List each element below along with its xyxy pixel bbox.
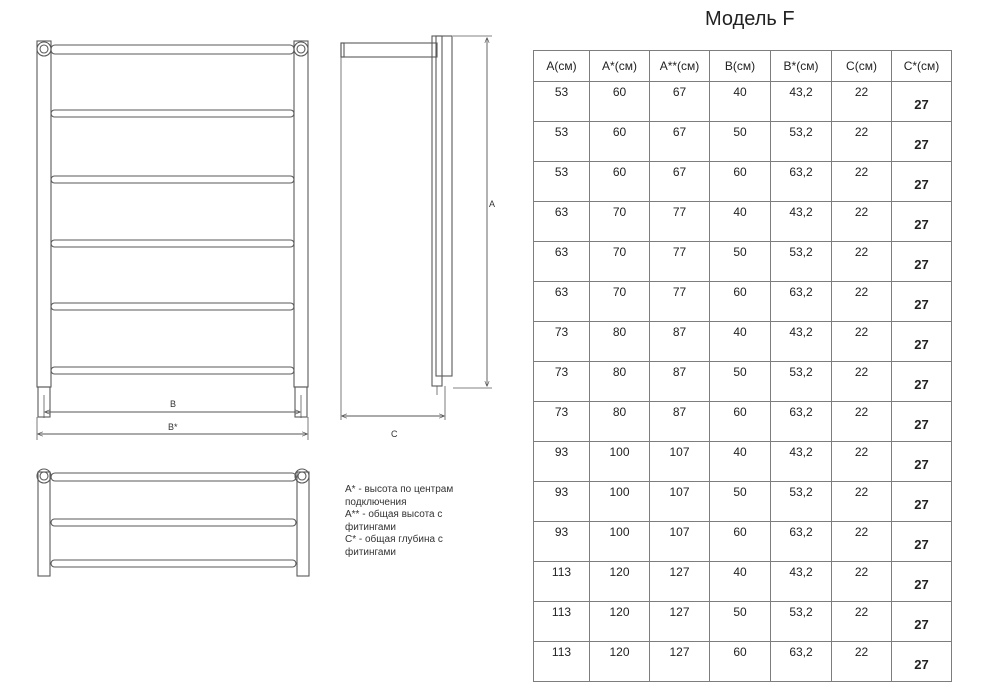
table-cell: 70 xyxy=(590,202,650,242)
side-post xyxy=(432,36,442,386)
table-cell: 120 xyxy=(590,642,650,682)
table-cell: 27 xyxy=(892,322,952,362)
table-cell: 50 xyxy=(710,482,771,522)
table-cell: 77 xyxy=(650,282,710,322)
front-rung xyxy=(51,303,294,310)
top-rung xyxy=(51,519,296,526)
table-cell: 70 xyxy=(590,242,650,282)
dimension-a-label: A xyxy=(489,199,496,209)
column-header: A**(см) xyxy=(650,51,710,82)
table-cell: 73 xyxy=(534,402,590,442)
table-cell: 67 xyxy=(650,122,710,162)
front-right-post xyxy=(294,41,308,387)
table-cell: 53,2 xyxy=(771,362,832,402)
table-cell: 27 xyxy=(892,522,952,562)
note-line: подключения xyxy=(345,496,407,508)
table-cell: 27 xyxy=(892,242,952,282)
table-cell: 43,2 xyxy=(771,82,832,122)
table-cell: 107 xyxy=(650,442,710,482)
front-right-fitting xyxy=(294,42,308,56)
table-cell: 63 xyxy=(534,242,590,282)
table-cell: 53 xyxy=(534,122,590,162)
table-cell: 27 xyxy=(892,402,952,442)
table-cell: 60 xyxy=(590,122,650,162)
table-cell: 113 xyxy=(534,602,590,642)
table-row xyxy=(534,122,952,162)
side-wall-plate xyxy=(436,36,452,376)
table-cell: 100 xyxy=(590,442,650,482)
table-cell: 43,2 xyxy=(771,202,832,242)
table-cell: 27 xyxy=(892,202,952,242)
table-cell: 22 xyxy=(832,202,892,242)
note-line: фитингами xyxy=(345,521,396,533)
table-cell: 27 xyxy=(892,362,952,402)
table-cell: 60 xyxy=(590,82,650,122)
table-cell: 113 xyxy=(534,562,590,602)
dimension-b-star-label: B* xyxy=(168,422,178,432)
table-cell: 127 xyxy=(650,562,710,602)
table-cell: 27 xyxy=(892,442,952,482)
table-cell: 63,2 xyxy=(771,282,832,322)
front-view xyxy=(37,41,308,440)
table-cell: 73 xyxy=(534,362,590,402)
table-cell: 107 xyxy=(650,482,710,522)
table-cell: 77 xyxy=(650,202,710,242)
top-left-post xyxy=(38,472,50,576)
table-cell: 22 xyxy=(832,362,892,402)
table-cell: 27 xyxy=(892,482,952,522)
page-title: Модель F xyxy=(705,8,795,30)
table-cell: 50 xyxy=(710,362,771,402)
table-cell: 60 xyxy=(590,162,650,202)
top-rung xyxy=(51,560,296,567)
table-cell: 40 xyxy=(710,82,771,122)
top-left-fitting xyxy=(37,469,51,483)
table-cell: 107 xyxy=(650,522,710,562)
table-cell: 80 xyxy=(590,362,650,402)
table-row xyxy=(534,482,952,522)
table-cell: 22 xyxy=(832,562,892,602)
table-cell: 43,2 xyxy=(771,562,832,602)
top-right-post xyxy=(297,472,309,576)
table-cell: 60 xyxy=(710,282,771,322)
table-cell: 27 xyxy=(892,642,952,682)
table-cell: 22 xyxy=(832,482,892,522)
table-cell: 87 xyxy=(650,402,710,442)
table-row xyxy=(534,522,952,562)
table-cell: 100 xyxy=(590,482,650,522)
table-cell: 22 xyxy=(832,162,892,202)
column-header: C(см) xyxy=(832,51,892,82)
note-line: A** - общая высота с xyxy=(345,509,443,520)
table-cell: 77 xyxy=(650,242,710,282)
table-row xyxy=(534,162,952,202)
table-cell: 63 xyxy=(534,282,590,322)
table-row xyxy=(534,602,952,642)
front-top-bar xyxy=(51,45,294,54)
table-cell: 22 xyxy=(832,322,892,362)
front-left-post xyxy=(37,41,51,387)
table-cell: 27 xyxy=(892,122,952,162)
table-cell: 53,2 xyxy=(771,122,832,162)
table-cell: 120 xyxy=(590,562,650,602)
table-cell: 60 xyxy=(710,522,771,562)
table-row xyxy=(534,362,952,402)
column-header: B(см) xyxy=(710,51,771,82)
table-header-row xyxy=(534,51,952,82)
table-cell: 27 xyxy=(892,602,952,642)
column-header: B*(см) xyxy=(771,51,832,82)
note-line: A* - высота по центрам xyxy=(345,484,454,495)
front-rung xyxy=(51,240,294,247)
table-cell: 127 xyxy=(650,602,710,642)
front-rung xyxy=(51,110,294,117)
table-cell: 43,2 xyxy=(771,442,832,482)
table-row xyxy=(534,642,952,682)
note-line: фитингами xyxy=(345,546,396,558)
table-row xyxy=(534,402,952,442)
table-cell: 80 xyxy=(590,402,650,442)
table-cell: 27 xyxy=(892,162,952,202)
front-left-fitting xyxy=(37,42,51,56)
table-cell: 53 xyxy=(534,162,590,202)
table-cell: 50 xyxy=(710,602,771,642)
table-cell: 22 xyxy=(832,522,892,562)
front-rung xyxy=(51,367,294,374)
table-cell: 40 xyxy=(710,322,771,362)
table-cell: 63,2 xyxy=(771,162,832,202)
side-view xyxy=(341,36,492,420)
table-cell: 120 xyxy=(590,602,650,642)
table-cell: 60 xyxy=(710,642,771,682)
table-row xyxy=(534,242,952,282)
table-cell: 22 xyxy=(832,82,892,122)
table-cell: 60 xyxy=(710,162,771,202)
table-cell: 70 xyxy=(590,282,650,322)
table-cell: 127 xyxy=(650,642,710,682)
table-cell: 22 xyxy=(832,642,892,682)
table-cell: 93 xyxy=(534,522,590,562)
table-cell: 40 xyxy=(710,562,771,602)
note-line: C* - общая глубина с xyxy=(345,534,443,545)
table-row xyxy=(534,562,952,602)
dimension-c-label: C xyxy=(391,429,398,439)
table-row xyxy=(534,322,952,362)
table-cell: 27 xyxy=(892,562,952,602)
table-cell: 22 xyxy=(832,242,892,282)
table-cell: 113 xyxy=(534,642,590,682)
dimension-b-label: B xyxy=(170,399,177,409)
table-cell: 53,2 xyxy=(771,602,832,642)
table-row xyxy=(534,202,952,242)
table-cell: 87 xyxy=(650,322,710,362)
table-cell: 93 xyxy=(534,482,590,522)
table-cell: 22 xyxy=(832,402,892,442)
table-cell: 27 xyxy=(892,282,952,322)
table-cell: 22 xyxy=(832,442,892,482)
side-top-bar xyxy=(341,43,437,57)
table-cell: 63,2 xyxy=(771,522,832,562)
table-cell: 50 xyxy=(710,122,771,162)
table-cell: 80 xyxy=(590,322,650,362)
table-cell: 40 xyxy=(710,442,771,482)
table-row xyxy=(534,82,952,122)
front-rung xyxy=(51,176,294,183)
table-cell: 63,2 xyxy=(771,402,832,442)
table-cell: 22 xyxy=(832,602,892,642)
table-cell: 87 xyxy=(650,362,710,402)
column-header: C*(см) xyxy=(892,51,952,82)
table-cell: 73 xyxy=(534,322,590,362)
table-cell: 67 xyxy=(650,82,710,122)
table-cell: 60 xyxy=(710,402,771,442)
top-view xyxy=(37,469,309,576)
notes-legend xyxy=(345,484,485,559)
table-cell: 63,2 xyxy=(771,642,832,682)
column-header: A*(см) xyxy=(590,51,650,82)
table-cell: 27 xyxy=(892,82,952,122)
table-cell: 43,2 xyxy=(771,322,832,362)
table-cell: 63 xyxy=(534,202,590,242)
table-cell: 53,2 xyxy=(771,242,832,282)
table-row xyxy=(534,282,952,322)
table-cell: 40 xyxy=(710,202,771,242)
table-cell: 53,2 xyxy=(771,482,832,522)
table-cell: 67 xyxy=(650,162,710,202)
column-header: A(см) xyxy=(534,51,590,82)
table-cell: 93 xyxy=(534,442,590,482)
table-cell: 100 xyxy=(590,522,650,562)
table-cell: 22 xyxy=(832,122,892,162)
dimensions-table xyxy=(533,50,952,682)
table-row xyxy=(534,442,952,482)
table-cell: 22 xyxy=(832,282,892,322)
table-cell: 50 xyxy=(710,242,771,282)
top-bar xyxy=(51,473,296,481)
table-cell: 53 xyxy=(534,82,590,122)
